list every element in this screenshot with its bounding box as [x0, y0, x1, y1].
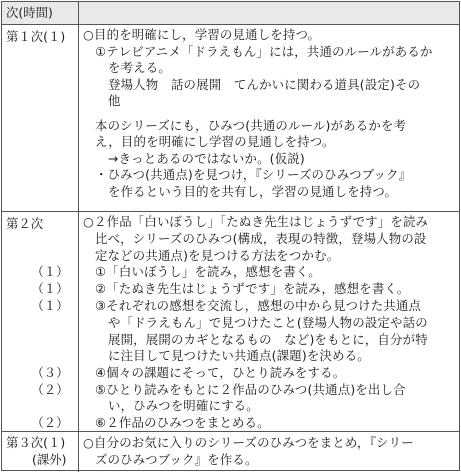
phase-1-content-continuation: [79, 25, 459, 211]
content-line: を作るという目的を共有し，学習の見通しを持つ。: [108, 184, 398, 199]
content-line: や「ドラえもん」で見つけたこと(登場人物の設定や話の: [108, 315, 428, 330]
phase-2-content-cell: [79, 212, 459, 431]
phase-2-sub-hours: （２）: [31, 415, 69, 430]
phase-3-content-cell: [79, 432, 459, 472]
content-line: 比べ，シリーズのひみつ(構成，表現の特徴，登場人物の設: [95, 231, 427, 246]
phase-3-label-cell: [2, 432, 78, 472]
table-row-phase-2: [2, 212, 459, 432]
phase-1-label-cell: [2, 25, 78, 211]
phase-1-label: 第１次(１): [6, 29, 66, 44]
phase-3-extracurricular-label: (課外): [32, 452, 67, 467]
phase-2-sub-hours: （１）: [31, 264, 69, 279]
content-line: 展開，展開のカギとなるもの など)をもとに，自分が特: [108, 332, 428, 347]
content-line: ・ひみつ(共通点)を見つけ，『シリーズのひみつブック』: [95, 167, 412, 182]
content-line: ④個々の課題にそって，ひとり読みをする。: [95, 365, 346, 380]
content-line: を考える。: [108, 60, 171, 75]
content-line: え，目的を明確にし学習の見通しを持つ。: [95, 134, 335, 149]
content-line: ⑥２作品のひみつをまとめる。: [95, 415, 270, 430]
phase-2-sub-hours: （３）: [31, 365, 69, 380]
phase-2-sub-hours: （１）: [31, 281, 69, 296]
content-line: ①テレビアニメ「ドラえもん」には，共通のルールがあるか: [95, 44, 433, 59]
phase-2-sub-hours: （１）: [31, 298, 69, 313]
table-header-row: [2, 2, 459, 25]
content-line: い，ひみつを明確にする。: [108, 398, 259, 413]
phase-3-label: 第３次(１): [6, 435, 66, 450]
content-line: ⑤ひとり読みをもとに２作品のひみつ(共通点)を出し合: [95, 382, 406, 397]
content-line: に注目して見つけたい共通点(課題)を決める。: [108, 348, 370, 363]
content-line: ○２作品「白いぼうし」「たぬき先生はじょうずです」を読み: [83, 214, 429, 229]
content-line: ○目的を明確にし，学習の見通しを持つ。: [83, 27, 321, 42]
content-line: 登場人物 話の展開 てんかいに関わる道具(設定)その: [108, 77, 421, 92]
content-line: →きっとあるのではないか。(仮説): [108, 151, 305, 166]
content-line: 定などの共通点)を見つける方法をつかむ。: [95, 248, 340, 263]
content-line: ②「たぬき先生はじょうずです」を読み，感想を書く。: [95, 281, 410, 296]
content-line: ①「白いぼうし」を読み，感想を書く。: [95, 264, 321, 279]
content-line: ズのひみつブック』を作る。: [95, 452, 258, 467]
header-left-label: 次(時間): [6, 5, 53, 20]
table-row-phase-3: [2, 432, 459, 472]
lesson-plan-table: [1, 1, 460, 471]
phase-2-label-cell: [2, 212, 78, 431]
content-line: 本のシリーズにも，ひみつ(共通のルール)があるかを考: [95, 118, 407, 133]
content-line: ○自分のお気に入りのシリーズのひみつをまとめ，『シリー: [83, 435, 414, 450]
header-right-cell: [79, 2, 459, 24]
header-left-cell: [2, 2, 78, 24]
content-line: 他: [108, 93, 121, 108]
phase-2-sub-hours: （２）: [31, 382, 69, 397]
phase-2-label: 第２次: [6, 216, 44, 231]
content-line: ③それぞれの感想を交流し，感想の中から見つけた共通点: [95, 298, 422, 313]
